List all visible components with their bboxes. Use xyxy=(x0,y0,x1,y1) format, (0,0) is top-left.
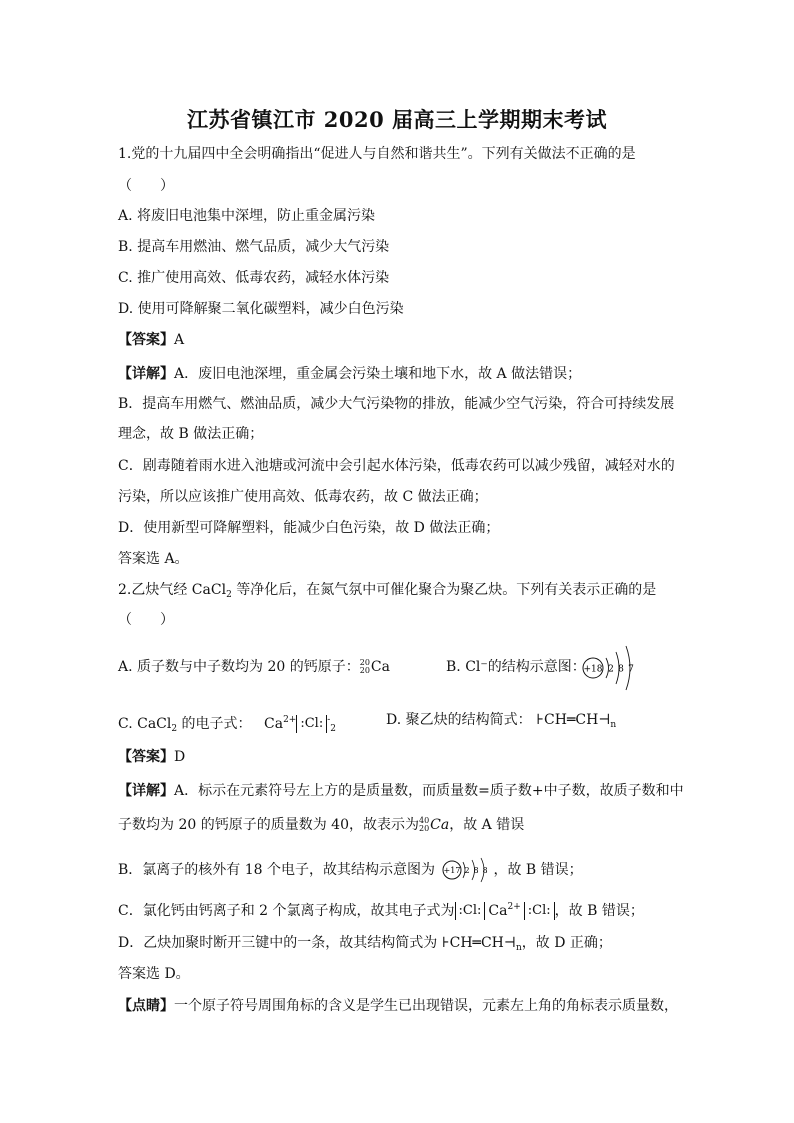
polymer-formula: $⊦CH═CH⊣_n$ xyxy=(536,712,617,730)
q2-detail-text: ，故 B 错误； xyxy=(493,862,583,878)
q1-option-a: A. 将废旧电池集中深埋，防止重金属污染 xyxy=(118,208,376,224)
subscript: 2 xyxy=(330,724,337,734)
q2-option-a-text: A. 质子数与中子数均为 20 的钙原子： xyxy=(118,659,360,675)
q2-detail-text: 子数均为 20 的钙原子的质量数为 40，故表示为 xyxy=(118,817,419,833)
q1-detail-label: 【详解】 xyxy=(118,366,174,382)
shell-electron-count: 8 xyxy=(618,664,624,675)
calcium-symbol: Ca xyxy=(488,903,508,919)
ion-charge: 2+ xyxy=(507,902,521,912)
atomic-number: 20 xyxy=(359,666,370,675)
subscript: n xyxy=(610,720,617,730)
q2-detail-text: ，故 D 正确； xyxy=(521,935,612,951)
q2-detail-line xyxy=(118,781,684,801)
q2-stem xyxy=(118,580,656,605)
q2-detail-line xyxy=(118,897,644,921)
calcium-ion xyxy=(488,903,520,919)
q1-option-d: D. 使用可降解聚二氧化碳塑料，减少白色污染 xyxy=(118,301,404,317)
q2-conclusion: 答案选 D。 xyxy=(118,966,190,982)
cl-ion-structure-diagram xyxy=(441,856,493,884)
q1-detail-line: D．使用新型可降解塑料，能减少白色污染，故 D 做法正确； xyxy=(118,520,500,536)
q2-detail-text: ，故 A 错误 xyxy=(449,817,525,833)
q2-detail-text: A．标示在元素符号左上方的是质量数，而质量数=质子数+中子数，故质子数和中 xyxy=(174,783,684,799)
q1-detail-line: C．剧毒随着雨水进入池塘或河流中会引起水体污染，低毒农药可以减少残留，减轻对水的 xyxy=(118,458,675,474)
q2-option-c-text: 的电子式： xyxy=(177,716,252,732)
q2-option-c xyxy=(118,710,336,739)
q2-detail-line xyxy=(118,856,583,884)
q1-option-c: C. 推广使用高效、低毒农药，减轻水体污染 xyxy=(118,270,390,286)
isotope-numbers xyxy=(419,817,429,833)
q2-option-d xyxy=(386,710,616,735)
q2-option-c-text: C. CaCl xyxy=(118,716,172,732)
q2-detail-label: 【详解】 xyxy=(118,783,174,799)
q1-paren: （ ） xyxy=(118,178,174,194)
subscript: n xyxy=(515,943,522,953)
subscript: 2 xyxy=(226,590,232,600)
element-symbol: Ca xyxy=(430,817,450,833)
shell-electron-count: 7 xyxy=(628,664,634,675)
q2-option-a xyxy=(118,657,390,677)
q2-stem-text: 2.乙炔气经 CaCl xyxy=(118,582,227,598)
q1-answer xyxy=(118,330,184,350)
q1-detail-line xyxy=(118,364,581,384)
polymer-formula: $⊦CH═CH⊣_n$ xyxy=(441,935,522,953)
shell-electron-count: 2 xyxy=(608,664,614,675)
q2-answer-label: 【答案】 xyxy=(118,749,174,765)
q1-conclusion: 答案选 A。 xyxy=(118,551,189,567)
mass-number: 40 xyxy=(418,816,430,825)
q1-detail-line: 理念，故 B 做法正确； xyxy=(118,426,264,442)
q2-answer-value: D xyxy=(174,749,186,765)
nucleus-charge: +17 xyxy=(444,866,461,875)
q2-detail-text: D．乙炔加聚时断开三键中的一条，故其结构简式为 xyxy=(118,935,438,951)
q2-option-b xyxy=(446,657,586,677)
shell-electron-count: 8 xyxy=(482,866,489,875)
q2-stem-text: 等净化后，在氮气氛中可催化聚合为聚乙炔。下列有关表示正确的是 xyxy=(231,582,657,598)
q2-note-text: 一个原子符号周围角标的含义是学生已出现错误，元素左上角的角标表示质量数， xyxy=(174,998,678,1014)
q1-detail-text: A．废旧电池深埋，重金属会污染土壤和地下水，故 A 做法错误； xyxy=(174,366,582,382)
polymer-unit: CH═CH xyxy=(544,712,599,728)
q2-detail-line xyxy=(118,815,524,835)
subscript: 2 xyxy=(171,724,178,734)
q2-answer xyxy=(118,747,185,767)
q2-note xyxy=(118,996,678,1016)
q1-answer-value: A xyxy=(174,332,185,348)
polymer-unit: CH═CH xyxy=(449,935,504,951)
q1-detail-line: 污染，所以应该推广使用高效、低毒农药，故 C 做法正确； xyxy=(118,489,488,505)
q2-note-label: 【点睛】 xyxy=(118,998,174,1014)
q1-detail-line: B．提高车用燃气、燃油品质，减少大气污染物的排放，能减少空气污染，符合可持续发展 xyxy=(118,396,675,412)
ion-charge: 2+ xyxy=(283,715,297,725)
element-symbol: Ca xyxy=(370,659,390,675)
q2-option-d-text: D. 聚乙炔的结构简式： xyxy=(386,712,532,728)
q2-detail-line xyxy=(118,933,612,958)
q1-stem: 1.党的十九届四中全会明确指出“促进人与自然和谐共生”。下列有关做法不正确的是 xyxy=(118,146,636,162)
q2-detail-text: ，故 B 错误； xyxy=(554,903,644,919)
shell-electron-count: 8 xyxy=(473,866,480,875)
isotope-numbers xyxy=(360,659,370,675)
chloride-bracket: :Cl: xyxy=(455,902,486,920)
electron-formula xyxy=(264,716,336,732)
chloride-bracket: :Cl: xyxy=(524,902,555,920)
q1-option-b: B. 提高车用燃油、燃气品质，减少大气污染 xyxy=(118,239,390,255)
atomic-number: 20 xyxy=(418,824,430,833)
calcium-symbol: Ca xyxy=(264,716,284,732)
chloride-bracket: :Cl: xyxy=(296,715,327,733)
q2-detail-text: B．氯离子的核外有 18 个电子，故其结构示意图为 xyxy=(118,862,436,878)
nucleus-charge: +18 xyxy=(583,664,603,675)
q2-detail-text: C．氯化钙由钙离子和 2 个氯离子构成，故其电子式为 xyxy=(118,903,455,919)
q2-paren: （ ） xyxy=(118,612,174,628)
mass-number: 20 xyxy=(359,658,370,667)
shell-electron-count: 2 xyxy=(464,866,471,875)
q1-answer-label: 【答案】 xyxy=(118,332,174,348)
ion-charge: - xyxy=(327,715,331,725)
page-title: 江苏省镇江市 2020 届高三上学期期末考试 xyxy=(186,107,608,132)
cl-ion-structure-diagram xyxy=(580,640,636,696)
q2-option-b-text: B. Cl⁻的结构示意图： xyxy=(446,659,586,675)
